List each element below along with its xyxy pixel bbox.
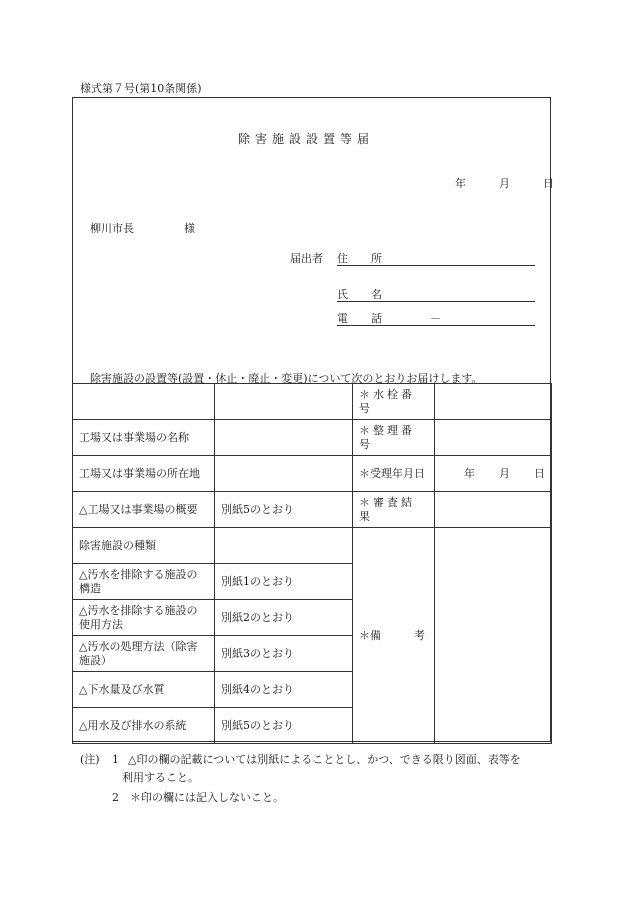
hydrant-number-value[interactable] <box>435 384 552 420</box>
applicant-label: 届出者 <box>290 252 323 265</box>
facility-usage-label: △汚水を排除する施設の使用方法 <box>73 600 215 636</box>
reference-number-label: ＊整理番号 <box>353 420 435 456</box>
name-field[interactable] <box>337 286 535 302</box>
received-month-label: 月 <box>499 466 510 480</box>
sewage-quality-value[interactable]: 別紙4のとおり <box>215 672 353 708</box>
addressee-name: 柳川市長 <box>90 222 134 235</box>
review-result-label: ＊審査結果 <box>353 492 435 528</box>
received-date-label: ＊受理年月日 <box>353 456 435 492</box>
factory-name-label: 工場又は事業場の名称 <box>73 420 215 456</box>
review-result-value[interactable] <box>435 492 552 528</box>
date-year-label: 年 <box>455 177 466 190</box>
address-field[interactable] <box>337 250 535 266</box>
facility-type-value[interactable] <box>215 528 353 564</box>
addressee-honorific: 様 <box>184 222 195 235</box>
address-label: 住 所 <box>337 252 388 265</box>
blank-cell <box>73 384 215 420</box>
factory-name-value[interactable] <box>215 420 353 456</box>
water-system-label: △用水及び排水の系統 <box>73 708 215 744</box>
facility-usage-value[interactable]: 別紙2のとおり <box>215 600 353 636</box>
hydrant-number-label: ＊水栓番号 <box>353 384 435 420</box>
remarks-label: ＊備 考 <box>353 528 435 744</box>
treatment-method-value[interactable]: 別紙3のとおり <box>215 636 353 672</box>
date-month-label: 月 <box>499 177 510 190</box>
factory-location-value[interactable] <box>215 456 353 492</box>
facility-structure-value[interactable]: 別紙1のとおり <box>215 564 353 600</box>
note-prefix: (注) <box>80 753 100 766</box>
facility-structure-label: △汚水を排除する施設の構造 <box>73 564 215 600</box>
facility-type-label: 除害施設の種類 <box>73 528 215 564</box>
factory-location-label: 工場又は事業場の所在地 <box>73 456 215 492</box>
date-day-label: 日 <box>543 177 554 190</box>
factory-summary-label: △工場又は事業場の概要 <box>73 492 215 528</box>
submission-date <box>455 175 554 191</box>
phone-label: 電 話 <box>337 312 388 325</box>
factory-summary-value[interactable]: 別紙5のとおり <box>215 492 353 528</box>
phone-dash: － <box>430 312 441 325</box>
received-date-value[interactable] <box>435 456 552 492</box>
note-2-number: 2 <box>112 791 119 804</box>
note-2-text: ＊印の欄には記入しないこと。 <box>130 791 284 804</box>
note-1-line-1: △印の欄の記載については別紙によることとし、かつ、できる限り図面、表等を <box>128 753 521 766</box>
phone-field[interactable] <box>337 310 535 326</box>
details-table <box>72 383 552 744</box>
treatment-method-label: △汚水の処理方法（除害施設） <box>73 636 215 672</box>
form-title: 除害施設設置等届 <box>238 132 375 146</box>
received-day-label: 日 <box>534 466 545 480</box>
form-number-label: 様式第７号(第10条関係) <box>80 82 202 95</box>
received-year-label: 年 <box>464 466 475 480</box>
blank-cell <box>215 384 353 420</box>
water-system-value[interactable]: 別紙5のとおり <box>215 708 353 744</box>
declaration-text: 除害施設の設置等(設置・休止・廃止・変更)について次のとおりお届けします。 <box>90 372 483 385</box>
note-1-line-2: 利用すること。 <box>122 771 199 784</box>
remarks-value[interactable] <box>435 528 552 744</box>
sewage-quality-label: △下水量及び水質 <box>73 672 215 708</box>
name-label: 氏 名 <box>337 288 388 301</box>
note-1-number: 1 <box>112 753 119 766</box>
reference-number-value[interactable] <box>435 420 552 456</box>
